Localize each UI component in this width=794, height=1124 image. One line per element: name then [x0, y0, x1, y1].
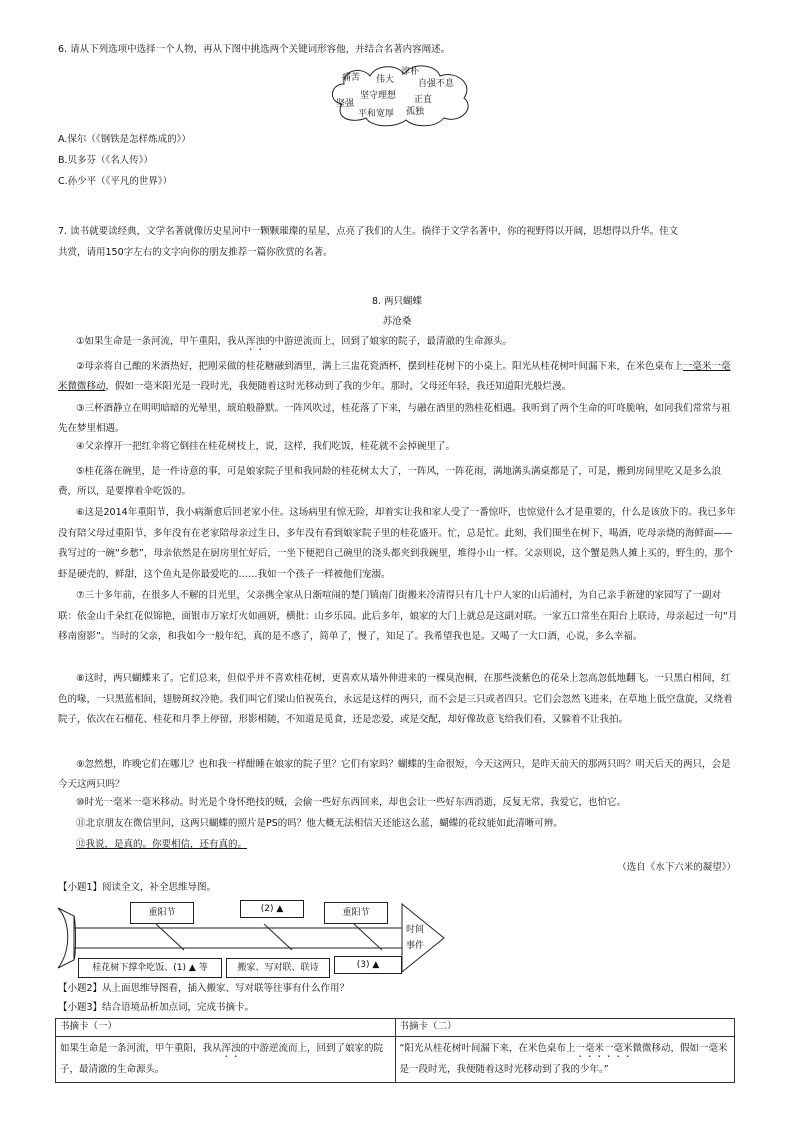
keyword-cloud — [328, 62, 474, 128]
fishbone-box-bottom-1: 桂花树下撑伞吃饭、(1) ▲ 等 — [78, 958, 222, 978]
cloud-word: 淳朴 — [401, 67, 420, 77]
fishbone-box-top-3: 重阳节 — [324, 902, 388, 924]
fishbone-box-top-2: (2) ▲ — [240, 900, 304, 918]
cloud-word: 孤独 — [406, 107, 425, 117]
q7-line2: 共赏，请用150字左右的文字向你的朋友推荐一篇你欣赏的名著。 — [58, 247, 333, 258]
paragraph-1: ①如果生命是一条河流，甲午重阳，我从浑浊的中游逆流而上，回到了娘家的院子，最清澈的生命源头。 — [76, 336, 513, 347]
fishbone-head-label-event: 事件 — [406, 941, 425, 951]
cloud-word: 伟大 — [376, 75, 395, 85]
q6-option-a: A.保尔（《钢铁是怎样炼成的》） — [58, 134, 191, 145]
paragraph-3: ③三杯酒静立在明明暗暗的光晕里，琥珀般静默。一阵风吹过，桂花落了下来，与融在酒里的熟桂花相遇。我听到了两个生命的叮咚脆响，如同我们常常与祖先在梦里相遇。 — [58, 403, 731, 434]
paragraph-8: ⑧这时，两只蝴蝶来了。它们总来，但似乎并不喜欢桂花树，更喜欢从墙外伸进来的一棵臭泡桐，在那些淡紫色的花朵上忽高忽低地翻飞。一只黑白相间，红色的喙，一只黑蓝相间，翅膀斑纹冷艳。我们叫它们梁山伯祝英台，永远是这样的两只，而不会是三只或者四只。它们会忽然飞进来，在草地上低空盘旋，又绕着院子，依次在石榴花、桂花和月季上停留，形影相随，不知道是觅食，还是恋爱，或是交配，却好像故意飞给我们看，又躲着不让我拍。 — [58, 673, 733, 725]
paragraph-7: ⑦三十多年前，在很多人不解的目光里，父亲携全家从日渐喧闹的楚门镇南门街搬来冷清得只有几十户人家的山后浦村，为自己亲手新建的家园写了一副对联：依金山千朵红花似锦艳，面银市万家灯火如画妍，横批：山乡乐园。此后多年，娘家的大门上就总是这副对联。一家五口常坐在阳台上联诗，母亲起过一句“月移南窗影”。当时的父亲，和我如今一般年纪，真的是不惑了，简单了，慢了，知足了。我希望我也是。又喝了一大口酒，心说，多么幸福。 — [58, 590, 738, 642]
fishbone-head-label-time: 时间 — [406, 925, 425, 935]
q6-option-b: B.贝多芬（《名人传》） — [58, 155, 154, 166]
paragraph-4: ④父亲撑开一把红伞将它倒挂在桂花树枝上，说，这样，我们吃饭，桂花就不会掉碗里了。 — [76, 441, 456, 452]
sub-question-2: 【小题2】从上面思维导图看，插入搬家、写对联等往事有什么作用？ — [58, 983, 350, 994]
paragraph-2: ②母亲将自己酿的米酒热好，把刚采做的桂花糖融到酒里，满上三盅花瓷酒杯，摆到桂花树下的小桌上。阳光从桂花树叶间漏下来，在米色桌布上一毫米一毫米微微移动，假如一毫米阳光是一段时光，我便随着这时光移动到了我的少年。那时，父母还年轻，我还知道阳光般烂漫。 — [58, 361, 731, 392]
sub-question-1: 【小题1】阅读全文，补全思维导图。 — [58, 882, 217, 893]
card-2-header: 书摘卡（二） — [395, 1019, 735, 1037]
paragraph-12: ⑫我说，是真的。你要相信，还有真的。 — [76, 839, 248, 850]
cloud-word: 坚守理想 — [360, 91, 397, 101]
cloud-word: 坚强 — [336, 99, 355, 109]
article-source: （选自《水下六米的凝望》） — [617, 862, 736, 873]
cloud-word: 平和宽厚 — [358, 109, 395, 119]
paragraph-10: ⑩时光一毫米一毫米移动。时光是个身怀绝技的贼，会偷一些好东西回来，却也会让一些好东西消逝，反复无常，我爱它，也怕它。 — [76, 797, 627, 808]
article-title: 8. 两只蝴蝶 — [371, 296, 423, 307]
excerpt-card-table — [55, 1018, 735, 1083]
paragraph-11: ⑪北京朋友在微信里问，这两只蝴蝶的照片是PS的吗？他大概无法相信天还能这么蓝，蝴蝶的花纹能如此清晰可辨。 — [76, 818, 563, 829]
fishbone-box-top-1: 重阳节 — [130, 902, 194, 924]
card-2-content: “阳光从桂花树叶间漏下来，在米色桌布上一毫米一毫米微微移动，假如一毫米是一段时光，我便随着这时光移动到了我的少年。” — [395, 1036, 735, 1082]
sub-question-3: 【小题3】结合语境品析加点词，完成书摘卡。 — [58, 1002, 255, 1013]
paragraph-5: ⑤桂花落在碗里，是一件诗意的事，可是娘家院子里和我同龄的桂花树太大了，一阵风，一阵花雨，满地满头满桌都是了，可是，搬到房间里吃又是多么浪费，所以，是要撑着伞吃饭的。 — [58, 466, 722, 497]
paragraph-9: ⑨忽然想，昨晚它们在哪儿？也和我一样酣睡在娘家的院子里？它们有家吗？蝴蝶的生命很短，今天这两只，是昨天前天的那两只吗？明天后天的两只，会是今天这两只吗？ — [58, 759, 731, 790]
cloud-word: 正直 — [414, 95, 433, 105]
card-1-content: 如果生命是一条河流，甲午重阳，我从浑浊的中游逆流而上，回到了娘家的院子，最清澈的生命源头。 — [56, 1036, 396, 1082]
cloud-word: 痛苦 — [342, 73, 361, 83]
card-1-header: 书摘卡（一） — [56, 1019, 396, 1037]
paragraph-6: ⑥这是2014年重阳节，我小病渐愈后回老家小住。这场病里有惊无险，却着实让我和家人受了一番惊吓，也惊觉什么才是重要的，什么是该放下的。我已多年没有陪父母过重阳节，多年没有在老家陪母亲过生日，多年没有看到娘家院子里的桂花盛开。忙，总是忙。此刻，我们围坐在树下，喝酒，吃母亲烧的海鲜面——我写过的一碗“乡愁”，母亲依然是在厨房里忙好后，一坐下便把自己碗里的浇头都夹到我碗里，堆得小山一样。父亲则说，这个蟹是熟人摊上买的，野生的，那个虾是硬壳的，鲜甜，这个鱼丸是你最爱吃的……我如一个孩子一样被他们宠溺。 — [58, 507, 736, 580]
fishbone-box-bottom-2: 搬家、写对联、联诗 — [226, 958, 330, 978]
fishbone-box-bottom-3: (3) ▲ — [334, 956, 402, 974]
fishbone-diagram — [56, 898, 446, 978]
article-author: 苏沧桑 — [382, 316, 412, 327]
q6-prompt: 6. 请从下列选项中选择一个人物，再从下图中挑选两个关键词形容他，并结合名著内容阐述。 — [58, 44, 451, 55]
q6-option-c: C.孙少平（《平凡的世界》） — [58, 176, 173, 187]
q7-line1: 7. 读书就要读经典，文学名著就像历史星河中一颗颗璀璨的星星，点亮了我们的人生。徜徉于文学名著中，你的视野得以开阔，思想得以升华。佳文 — [58, 226, 679, 237]
cloud-word: 自强不息 — [418, 79, 455, 89]
